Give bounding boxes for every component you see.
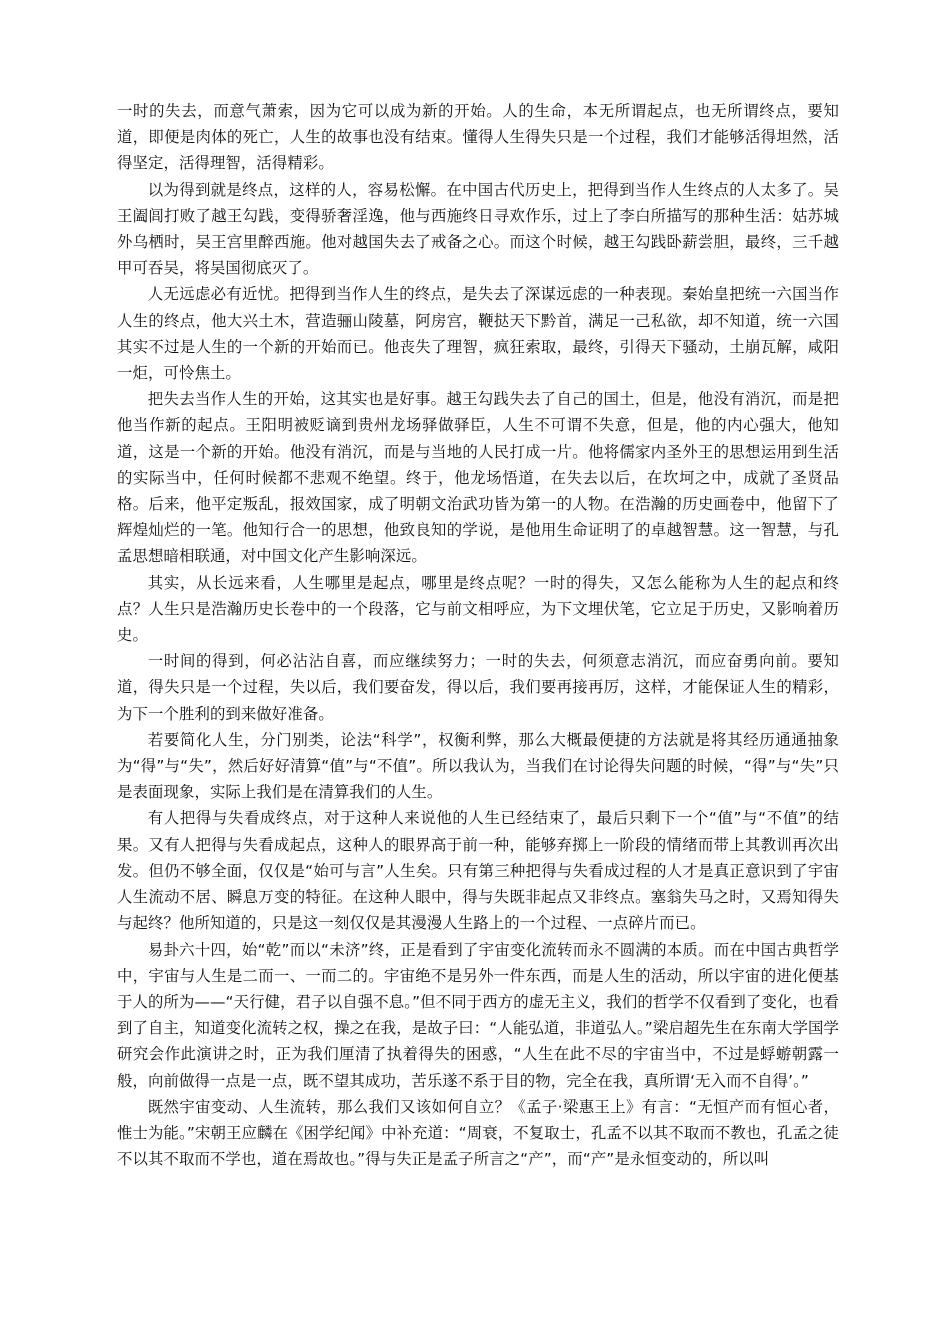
- paragraph: 一时的失去，而意气萧索，因为它可以成为新的开始。人的生命，本无所谓起点，也无所谓终点，要知道，即便是肉体的死亡，人生的故事也没有结束。懂得人生得失只是一个过程，我们才能够活得坦然，活得坚定，活得理智，活得精彩。: [117, 102, 839, 173]
- paragraph: 易卦六十四，始“乾”而以“未济”终，正是看到了宇宙变化流转而永不圆满的本质。而在中国古典哲学中，宇宙与人生是二而一、一而二的。宇宙绝不是另外一件东西，而是人生的活动，所以宇宙的进化便基于人的所为——“天行健，君子以自强不息。”但不同于西方的虚无主义，我们的哲学不仅看到了变化，也看到了自主，知道变化流转之权，操之在我，是故子曰：“人能弘道，非道弘人。”梁启超先生在东南大学国学研究会作此演讲之时，正为我们厘清了执着得失的困惑，“人生在此不尽的宇宙当中，不过是蜉蝣朝露一般，向前做得一点是一点，既不望其成功，苦乐遂不系于目的物，完全在我，真所谓‘无入而不自得’。”: [117, 940, 839, 1090]
- paragraph: 人无远虑必有近忧。把得到当作人生的终点，是失去了深谋远虑的一种表现。秦始皇把统一六国当作人生的终点，他大兴土木，营造骊山陵墓，阿房宫，鞭挞天下黔首，满足一己私欲，却不知道，统一六国其实不过是人生的一个新的开始而已。他丧失了理智，疯狂索取，最终，引得天下骚动，土崩瓦解，咸阳一炬，可怜焦土。: [117, 285, 839, 383]
- paragraph: 既然宇宙变动、人生流转，那么我们又该如何自立？《孟子·梁惠王上》有言：“无恒产而有恒心者，惟士为能。”宋朝王应麟在《困学纪闻》中补充道：“周衰，不复取士，孔孟不以其不取而不教也，孔孟之徒不以其不取而不学也，道在焉故也。”得与失正是孟子所言之“产”，而“产”是永恒变动的，所以叫: [117, 1097, 839, 1169]
- paragraph: 若要简化人生，分门别类，论法“科学”，权衡利弊，那么大概最便捷的方法就是将其经历通通抽象为“得”与“失”，然后好好清算“值”与“不值”。所以我认为，当我们在讨论得失问题的时候，“得”与“失”只是表面现象，实际上我们是在清算我们的人生。: [117, 730, 839, 802]
- essay-body: [117, 98, 839, 1172]
- paragraph: 有人把得与失看成终点，对于这种人来说他的人生已经结束了，最后只剩下一个“值”与“不值”的结果。又有人把得与失看成起点，这种人的眼界高于前一种，能够弃掷上一阶段的情绪而带上其教训再次出发。但仍不够全面，仅仅是“始可与言”人生矣。只有第三种把得与失看成过程的人才是真正意识到了宇宙人生流动不居、瞬息万变的特征。在这种人眼中，得与失既非起点又非终点。塞翁失马之时，又焉知得失与起终？他所知道的，只是这一刻仅仅是其漫漫人生路上的一个过程、一点碎片而已。: [117, 809, 839, 933]
- paragraph: 一时间的得到，何必沾沾自喜，而应继续努力；一时的失去，何须意志消沉，而应奋勇向前。要知道，得失只是一个过程，失以后，我们要奋发，得以后，我们要再接再厉，这样，才能保证人生的精彩，为下一个胜利的到来做好准备。: [117, 652, 839, 723]
- paragraph: 以为得到就是终点，这样的人，容易松懈。在中国古代历史上，把得到当作人生终点的人太多了。吴王阖闾打败了越王勾践，变得骄奢淫逸，他与西施终日寻欢作乐，过上了李白所描写的那种生活：姑苏城外乌栖时，吴王宫里醉西施。他对越国失去了戒备之心。而这个时候，越王勾践卧薪尝胆，最终，三千越甲可吞吴，将吴国彻底灭了。: [117, 180, 839, 278]
- paragraph: 把失去当作人生的开始，这其实也是好事。越王勾践失去了自己的国土，但是，他没有消沉，而是把他当作新的起点。王阳明被贬谪到贵州龙场驿做驿臣，人生不可谓不失意，但是，他的内心强大，他知道，这是一个新的开始。他没有消沉，而是与当地的人民打成一片。他将儒家内圣外王的思想运用到生活的实际当中，任何时候都不悲观不绝望。终于，他龙场悟道，在失去以后，在坎坷之中，成就了圣贤品格。后来，他平定叛乱，报效国家，成了明朝文治武功皆为第一的人物。在浩瀚的历史画卷中，他留下了辉煌灿烂的一笔。他知行合一的思想，他致良知的学说，是他用生命证明了的卓越智慧。这一智慧，与孔孟思想暗相联通，对中国文化产生影响深远。: [117, 390, 839, 566]
- paragraph: 其实，从长远来看，人生哪里是起点，哪里是终点呢？一时的得失，又怎么能称为人生的起点和终点？人生只是浩瀚历史长卷中的一个段落，它与前文相呼应，为下文埋伏笔，它立足于历史，又影响着历史。: [117, 573, 839, 645]
